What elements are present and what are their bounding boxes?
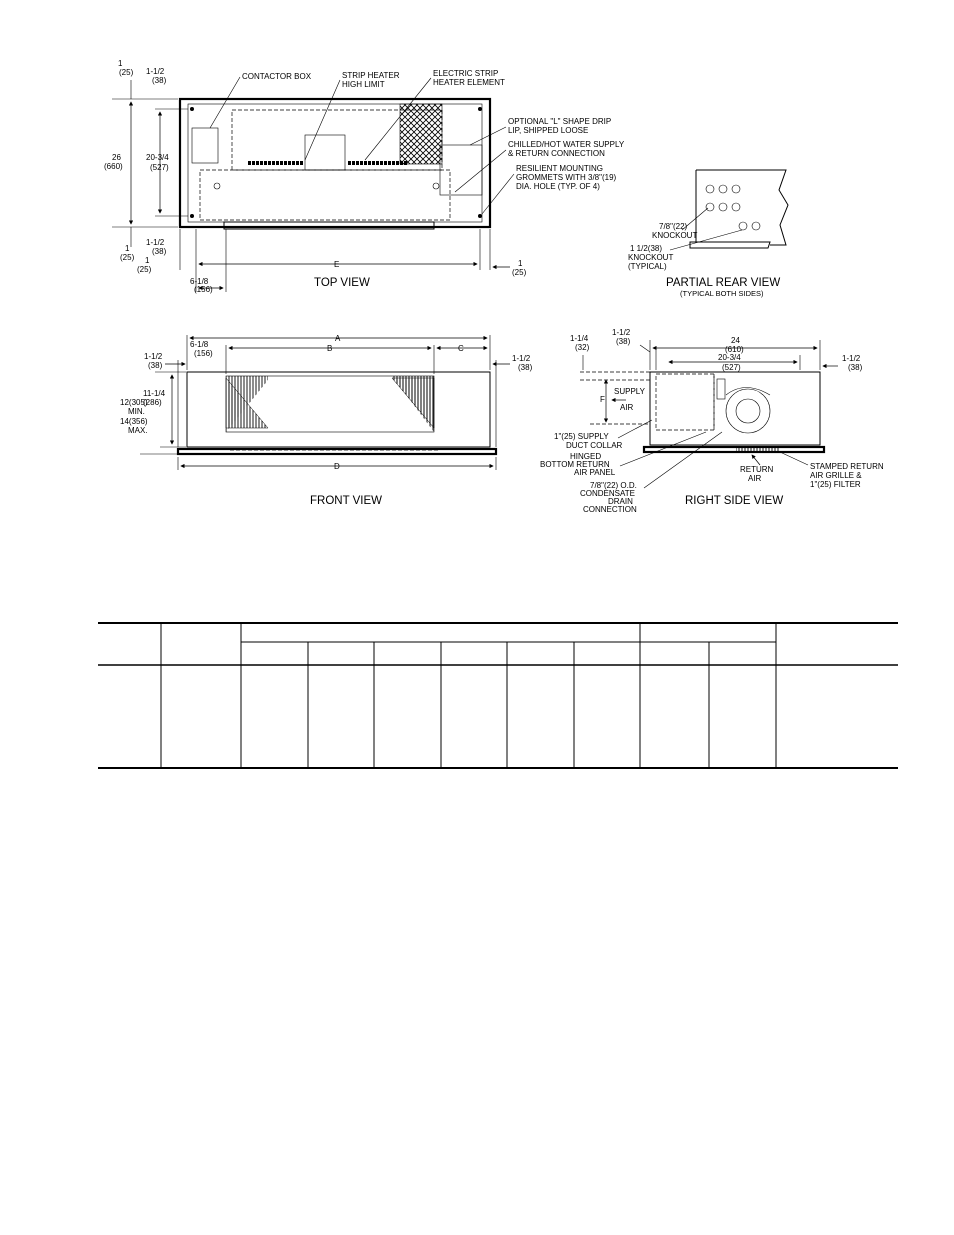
dim-h11: 11-1/4: [143, 389, 166, 398]
label-grommets-2: GROMMETS WITH 3/8"(19): [516, 173, 617, 182]
dim-top-15: 1-1/2: [146, 67, 165, 76]
dim-front-left-15-mm: (38): [148, 361, 163, 370]
label-grommets-1: RESILIENT MOUNTING: [516, 164, 603, 173]
label-electric-strip-1: ELECTRIC STRIP: [433, 69, 499, 78]
dim-front-left-15: 1-1/2: [144, 352, 163, 361]
blower-housing: [726, 388, 770, 396]
rear-view-title: PARTIAL REAR VIEW: [666, 277, 781, 289]
dim-top-15-mm: (38): [152, 76, 167, 85]
dim-bot-15-mm: (38): [152, 247, 167, 256]
supply-air-2: AIR: [620, 403, 634, 412]
dim-front-6: 6-1/8: [190, 340, 209, 349]
side-24: 24: [731, 336, 740, 345]
dim-d: D: [334, 462, 340, 471]
dimension-table: [98, 622, 898, 769]
side-125: 1-1/4: [570, 334, 589, 343]
side-15-mm: (38): [616, 337, 631, 346]
label-drip-lip-1: OPTIONAL "L" SHAPE DRIP: [508, 117, 612, 126]
front-base: [178, 449, 496, 454]
blower-wheel: [726, 389, 770, 433]
hinged-1: HINGED: [570, 452, 602, 461]
label-strip-heater-1: STRIP HEATER: [342, 71, 400, 80]
dim-front-6-mm: (156): [194, 349, 213, 358]
strip-box: [305, 135, 345, 170]
front-view: [120, 334, 533, 507]
side-f: F: [600, 395, 605, 404]
side-20-mm: (527): [722, 363, 741, 372]
dim-min-1: 12(305): [120, 398, 148, 407]
label-electric-strip-2: HEATER ELEMENT: [433, 78, 505, 87]
dim-left-1: 1: [145, 256, 150, 265]
grommet-br: [478, 214, 482, 218]
drain-4: CONNECTION: [583, 505, 637, 514]
side-15: 1-1/2: [612, 328, 631, 337]
rear-view: [628, 170, 788, 298]
top-view: [104, 59, 625, 294]
side-motor: [717, 379, 725, 399]
grille-right-diag: [392, 378, 434, 428]
dim-top-1-mm: (25): [119, 68, 134, 77]
return-2: AIR: [748, 474, 762, 483]
drain-3: DRAIN: [608, 497, 633, 506]
label-water-2: & RETURN CONNECTION: [508, 149, 605, 158]
dim-6-mm: (156): [194, 285, 213, 294]
label-strip-heater-2: HIGH LIMIT: [342, 80, 385, 89]
dim-front-right-15: 1-1/2: [512, 354, 531, 363]
drain-2: CONDENSATE: [580, 489, 635, 498]
dim-20-mm: (527): [150, 163, 169, 172]
hinged-2: BOTTOM RETURN: [540, 460, 610, 469]
label-grommets-3: DIA. HOLE (TYP. OF 4): [516, 182, 600, 191]
side-125-mm: (32): [575, 343, 590, 352]
side-view-outline: [650, 372, 820, 445]
supply-air-1: SUPPLY: [614, 387, 645, 396]
dim-top-1: 1: [118, 59, 123, 68]
dim-c: C: [458, 344, 464, 353]
grommet-tr: [478, 107, 482, 111]
dim-bot-1: 1: [125, 244, 130, 253]
front-view-title: FRONT VIEW: [310, 495, 382, 507]
grille-3: 1"(25) FILTER: [810, 480, 861, 489]
rear-knockout-1: 7/8"(22): [659, 222, 688, 231]
side-view-title: RIGHT SIDE VIEW: [685, 495, 784, 507]
return-grille: [736, 447, 780, 452]
label-drip-lip-2: LIP, SHIPPED LOOSE: [508, 126, 589, 135]
side-right-15-mm: (38): [848, 363, 863, 372]
top-view-outline: [180, 99, 490, 227]
side-coil: [656, 374, 714, 430]
dim-min-2: MIN.: [128, 407, 145, 416]
return-1: RETURN: [740, 465, 774, 474]
dim-right-1: 1: [518, 259, 523, 268]
dim-front-right-15-mm: (38): [518, 363, 533, 372]
dim-left-1-mm: (25): [137, 265, 152, 274]
drain-pan-outline: [200, 170, 450, 220]
dim-right-1-mm: (25): [512, 268, 527, 277]
valve-left: [214, 183, 220, 189]
dim-bot-15: 1-1/2: [146, 238, 165, 247]
grille-2: AIR GRILLE &: [810, 471, 862, 480]
rear-knockout2-2: KNOCKOUT: [628, 253, 674, 262]
blower-hub: [736, 399, 760, 423]
valve-right: [433, 183, 439, 189]
heater-element-mesh: [400, 104, 442, 164]
grille-1: STAMPED RETURN: [810, 462, 884, 471]
side-view: [540, 328, 884, 514]
rear-knockout-2: KNOCKOUT: [652, 231, 698, 240]
dim-a: A: [335, 334, 341, 343]
rear-panel: [696, 170, 788, 245]
collar-2: DUCT COLLAR: [566, 441, 623, 450]
side-base: [644, 447, 824, 452]
side-20: 20-3/4: [718, 353, 741, 362]
dim-b: B: [327, 344, 333, 353]
top-view-title: TOP VIEW: [314, 277, 370, 289]
dim-6: 6-1/8: [190, 277, 209, 286]
rear-knockout2-1: 1 1/2(38): [630, 244, 663, 253]
grommet-tl: [190, 107, 194, 111]
dim-max-1: 14(356): [120, 417, 148, 426]
dim-26-mm: (660): [104, 162, 123, 171]
dim-max-2: MAX.: [128, 426, 148, 435]
dim-e: E: [334, 260, 340, 269]
drain-1: 7/8"(22) O.D.: [590, 481, 637, 490]
collar-1: 1"(25) SUPPLY: [554, 432, 609, 441]
side-right-15: 1-1/2: [842, 354, 861, 363]
contactor-box: [192, 128, 218, 163]
rear-knockout2-3: (TYPICAL): [628, 262, 667, 271]
hinged-3: AIR PANEL: [574, 468, 616, 477]
dim-bot-1-mm: (25): [120, 253, 135, 262]
dim-h11-mm: (286): [143, 398, 162, 407]
dim-26: 26: [112, 153, 121, 162]
dim-20: 20-3/4: [146, 153, 169, 162]
side-24-mm: (610): [725, 345, 744, 354]
rear-view-subtitle: (TYPICAL BOTH SIDES): [680, 289, 764, 298]
label-contactor-box: CONTACTOR BOX: [242, 72, 312, 81]
label-water-1: CHILLED/HOT WATER SUPPLY: [508, 140, 625, 149]
grommet-bl: [190, 214, 194, 218]
